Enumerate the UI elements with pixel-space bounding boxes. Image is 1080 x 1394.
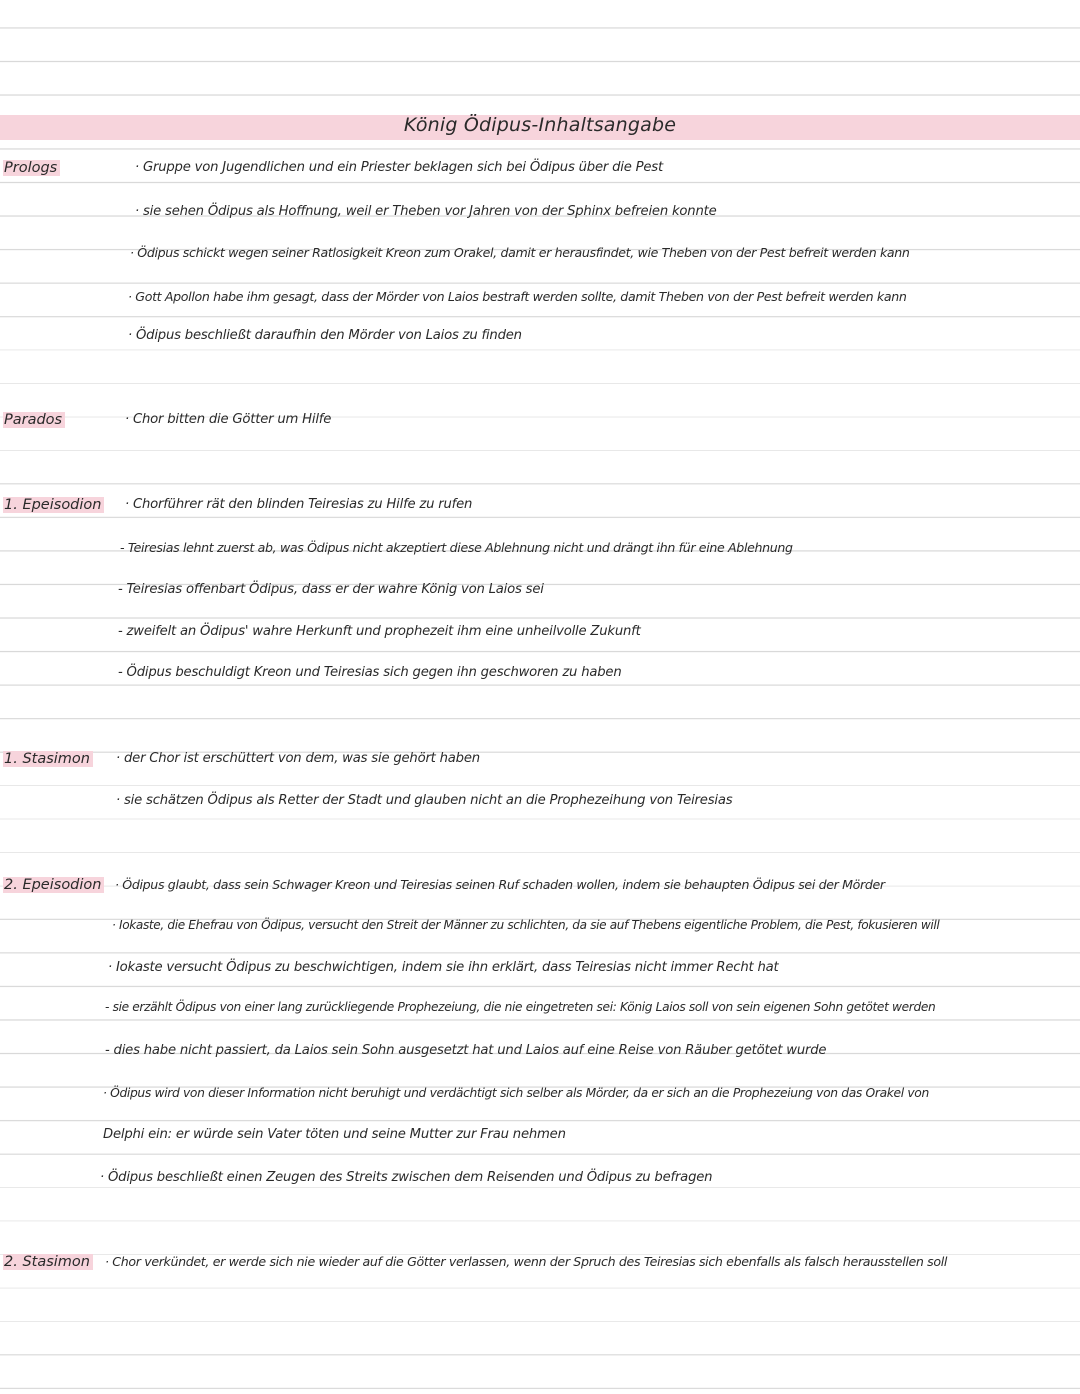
prologs-line-3: · Ödipus schickt wegen seiner Ratlosigkeit Kreon zum Orakel, damit er herausfindet, wie Theben von der Pest befreit werden kann xyxy=(130,245,910,260)
epeisodion-1-line-3: - Teiresias offenbart Ödipus, dass er der wahre König von Laios sei xyxy=(118,582,544,597)
epeisodion-1-line-5: - Ödipus beschuldigt Kreon und Teiresias sich gegen ihn geschworen zu haben xyxy=(118,665,622,680)
epeisodion-2-line-6: · Ödipus wird von dieser Information nicht beruhigt und verdächtigt sich selber als Mörder, da er sich an die Prophezeiung von das Orakel von xyxy=(103,1086,929,1100)
page-title: König Ödipus-Inhaltsangabe xyxy=(403,114,677,136)
epeisodion-1-line-1: · Chorführer rät den blinden Teiresias zu Hilfe zu rufen xyxy=(125,497,473,512)
epeisodion-1-line-2: - Teiresias lehnt zuerst ab, was Ödipus nicht akzeptiert diese Ablehnung nicht und drängt ihn für eine Ablehnung xyxy=(120,540,793,555)
section-label-parados: Parados xyxy=(3,412,65,428)
stasimon-1-line-1: · der Chor ist erschüttert von dem, was sie gehört haben xyxy=(116,751,480,766)
prologs-line-2: · sie sehen Ödipus als Hoffnung, weil er Theben vor Jahren von der Sphinx befreien konnte xyxy=(135,204,717,219)
epeisodion-2-line-1: · Ödipus glaubt, dass sein Schwager Kreon und Teiresias seinen Ruf schaden wollen, indem sie behaupten Ödipus sei der Mörder xyxy=(115,877,885,892)
section-label-epeisodion-1: 1. Epeisodion xyxy=(3,497,104,513)
parados-line-1: · Chor bitten die Götter um Hilfe xyxy=(125,412,332,427)
epeisodion-2-line-2: · Iokaste, die Ehefrau von Ödipus, versucht den Streit der Männer zu schlichten, da sie auf Thebens eigentliche Problem, die Pest, fokusieren will xyxy=(112,918,940,932)
prologs-line-4: · Gott Apollon habe ihm gesagt, dass der Mörder von Laios bestraft werden sollte, damit Theben von der Pest befreit werden kann xyxy=(128,289,907,304)
section-label-epeisodion-2: 2. Epeisodion xyxy=(3,877,104,893)
section-label-stasimon-1: 1. Stasimon xyxy=(3,751,93,767)
prologs-line-5: · Ödipus beschließt daraufhin den Mörder von Laios zu finden xyxy=(128,328,522,343)
epeisodion-2-line-5: - dies habe nicht passiert, da Laios sein Sohn ausgesetzt hat und Laios auf eine Reise von Räuber getötet wurde xyxy=(105,1043,827,1058)
section-label-stasimon-2: 2. Stasimon xyxy=(3,1254,93,1270)
epeisodion-2-line-8: · Ödipus beschließt einen Zeugen des Streits zwischen dem Reisenden und Ödipus zu befragen xyxy=(100,1170,713,1185)
prologs-line-1: · Gruppe von Jugendlichen und ein Priester beklagen sich bei Ödipus über die Pest xyxy=(135,160,663,175)
epeisodion-2-line-3: · Iokaste versucht Ödipus zu beschwichtigen, indem sie ihn erklärt, dass Teiresias nicht immer Recht hat xyxy=(108,960,779,975)
epeisodion-2-line-4: - sie erzählt Ödipus von einer lang zurückliegende Prophezeiung, die nie eingetreten sei: König Laios soll von sein eigenen Sohn getötet werden xyxy=(105,1000,936,1014)
stasimon-2-line-1: · Chor verkündet, er werde sich nie wieder auf die Götter verlassen, wenn der Spruch des Teiresias sich ebenfalls als falsch herausstellen soll xyxy=(105,1254,948,1269)
epeisodion-2-line-7: Delphi ein: er würde sein Vater töten und seine Mutter zur Frau nehmen xyxy=(103,1127,566,1142)
epeisodion-1-line-4: - zweifelt an Ödipus' wahre Herkunft und prophezeit ihm eine unheilvolle Zukunft xyxy=(118,624,641,639)
stasimon-1-line-2: · sie schätzen Ödipus als Retter der Stadt und glauben nicht an die Prophezeihung von Teiresias xyxy=(116,793,733,808)
section-label-prologs: Prologs xyxy=(3,160,60,176)
